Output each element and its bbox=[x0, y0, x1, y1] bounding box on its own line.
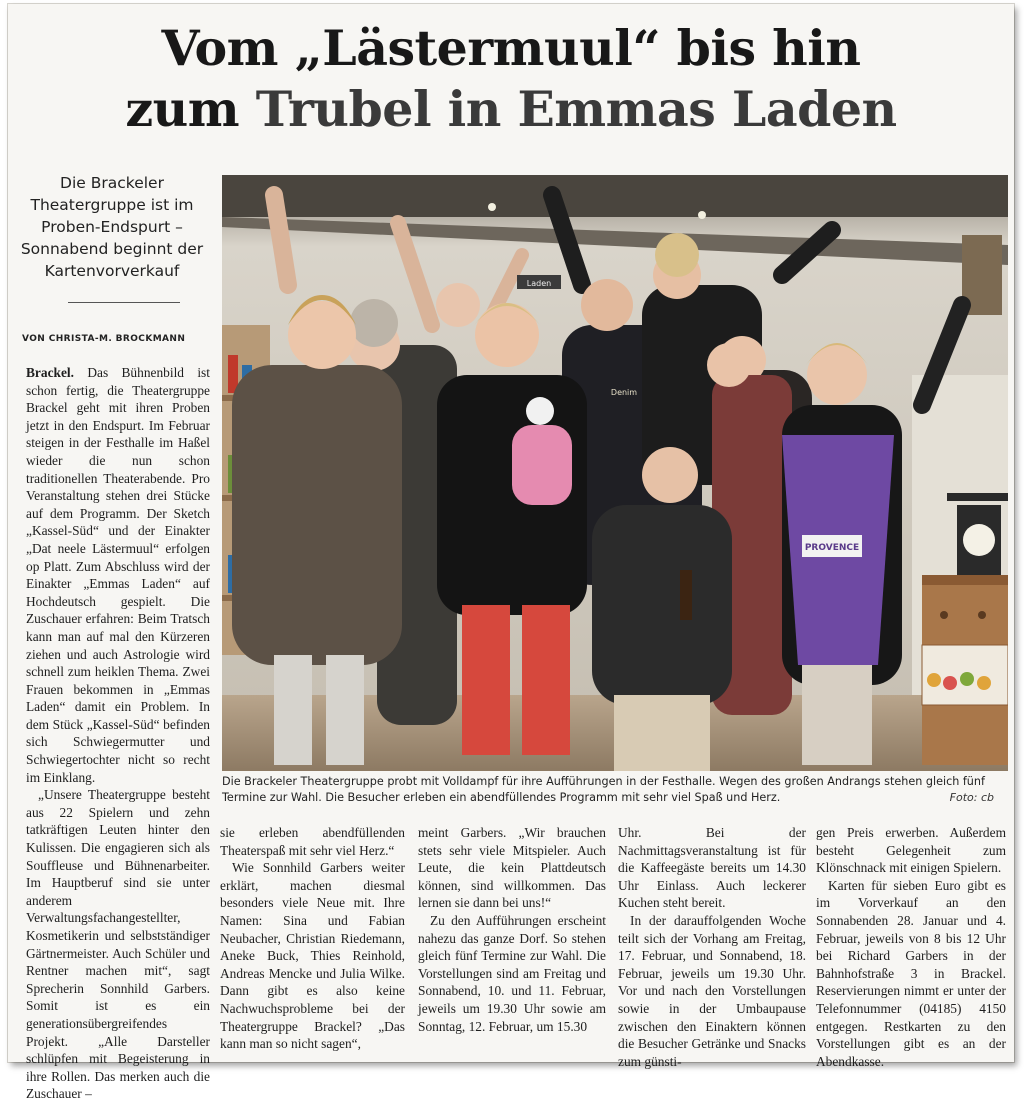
byline: VON CHRISTA-M. BROCKMANN bbox=[22, 334, 186, 344]
sign-print: Laden bbox=[526, 279, 552, 288]
article-column-5 bbox=[816, 824, 1006, 1070]
article-column-2 bbox=[220, 824, 405, 1053]
article-column-1 bbox=[26, 364, 210, 1103]
shirt-print: Denim bbox=[610, 388, 638, 397]
paragraph: Karten für sieben Euro gibt es im Vorverkauf an den Sonnabenden 28. Januar und 4. Februar, jeweils von 8 bis 12 Uhr bei Richard Garbers in der Bahnhofstraße 3 in Brackel. Reservierungen nimmt er unter der Telefonnummer (04185) 4150 entgegen. Restkarten zu den Vorstellungen gibt es an der Abendkasse. bbox=[816, 877, 1006, 1069]
paragraph: In der darauffolgenden Woche teilt sich der Vorhang am Freitag, 17. Februar, und Sonnabend, 18. Februar, jeweils um 19.30 Uhr. Vor und nach den Vorstellungen sowie in der Umbaupause zwischen den Einaktern können die Besucher Getränke und Snacks zum günsti- bbox=[618, 912, 806, 1069]
photo-illustration bbox=[222, 175, 1008, 771]
headline-line-2: zum Trubel in Emmas Laden bbox=[125, 80, 897, 138]
paragraph: gen Preis erwerben. Außerdem besteht Gelegenheit zum Klönschnack mit einigen Spielern. bbox=[816, 825, 1006, 876]
dateline: Brackel. bbox=[26, 365, 74, 380]
paragraph: „Unsere Theatergruppe besteht aus 22 Spielern und zehn tatkräftigen Leuten hinter den Kulissen. Die engagieren sich als Souffleuse und Bühnenarbeiter. Im Hauptberuf sind sie unter anderem Verwaltungsfachangestellter, Kosmetikerin und selbstständiger Gärtnermeister. Auch Schüler und Rentner machen mit“, sagt Sprecherin Sonnhild Garbers. Somit ist es ein generationsübergreifendes Projekt. „Alle Darsteller schlüpfen mit Begeisterung in ihre Rollen. Das merken auch die Zuschauer – bbox=[26, 787, 210, 1102]
apron-print: PROVENCE bbox=[804, 543, 860, 553]
paragraph: Brackel. Das Bühnenbild ist schon fertig, die Theatergruppe Brackel geht mit ihren Proben jetzt in den Endspurt. Im Februar steigen in der Festhalle im Haßel wieder die nun schon traditionellen Theaterabende. Pro Veranstaltung stehen drei Stücke auf dem Programm. Der Sketch „Kassel-Süd“ und der Einakter „Dat neele Lästermuul“ erfolgen op Platt. Zum Abschluss wird der Einakter „Emmas Laden“ auf Hochdeutsch gespielt. Die Zuschauer erfahren: Beim Tratsch kann man auf mal den Kürzeren ziehen und auch Astrologie wird schnell zum heiklen Thema. Zwei Frauen bekommen in „Emmas Laden“ damit ein Problem. In dem Stück „Kassel-Süd“ befinden sich Schwiegermutter und Schwiegertochter nicht so recht im Einklang. bbox=[26, 365, 210, 785]
article-column-3 bbox=[418, 824, 606, 1035]
paragraph: Uhr. Bei der Nachmittagsveranstaltung ist für die Kaffeegäste bereits um 14.30 Uhr Einlass. Auch leckerer Kuchen steht bereit. bbox=[618, 825, 806, 911]
paragraph: Wie Sonnhild Garbers weiter erklärt, machen diesmal besonders viele Neue mit. Ihre Namen: Sina und Fabian Neubacher, Christian Riedemann, Aneke Buck, Thies Reinhold, Andreas Mencke und Julia Wilke. Dann gibt es also keine Nachwuchsprobleme bei der Theatergruppe Brackel? „Das kann man so nicht sagen“, bbox=[220, 860, 405, 1052]
paragraph: sie erleben abendfüllenden Theaterspaß mit sehr viel Herz.“ bbox=[220, 825, 405, 858]
headline bbox=[28, 18, 994, 140]
divider bbox=[68, 302, 180, 303]
headline-line-1: Vom „Lästermuul“ bis hin bbox=[161, 19, 861, 77]
photo-caption: Die Brackeler Theatergruppe probt mit Volldampf für ihre Aufführungen in der Festhalle. Wegen des großen Andrangs stehen gleich fünf Termine zur Wahl. Die Besucher erleben ein abendfüllendes Programm mit sehr viel Spaß und Herz. bbox=[222, 775, 985, 804]
subheadline: Die Brackeler Theatergruppe ist im Proben-Endspurt – Sonnabend beginnt der Kartenvorverkauf bbox=[20, 174, 204, 280]
newspaper-page bbox=[8, 4, 1014, 1102]
paragraph: meint Garbers. „Wir brauchen stets sehr viele Mitspieler. Auch Leute, die kein Plattdeutsch können, sind willkommen. Das lernen sie dann bei uns!“ bbox=[418, 825, 606, 911]
paragraph: Zu den Aufführungen erscheint nahezu das ganze Dorf. So stehen gleich fünf Termine zur Wahl. Die Vorstellungen sind am Freitag und Sonnabend, 10. und 11. Februar, jeweils um 19.30 Uhr sowie am Sonntag, 12. Februar, um 15.30 bbox=[418, 912, 606, 1034]
article-photo bbox=[222, 175, 1008, 771]
article-column-4 bbox=[618, 824, 806, 1070]
photo-credit: Foto: cb bbox=[949, 791, 994, 804]
